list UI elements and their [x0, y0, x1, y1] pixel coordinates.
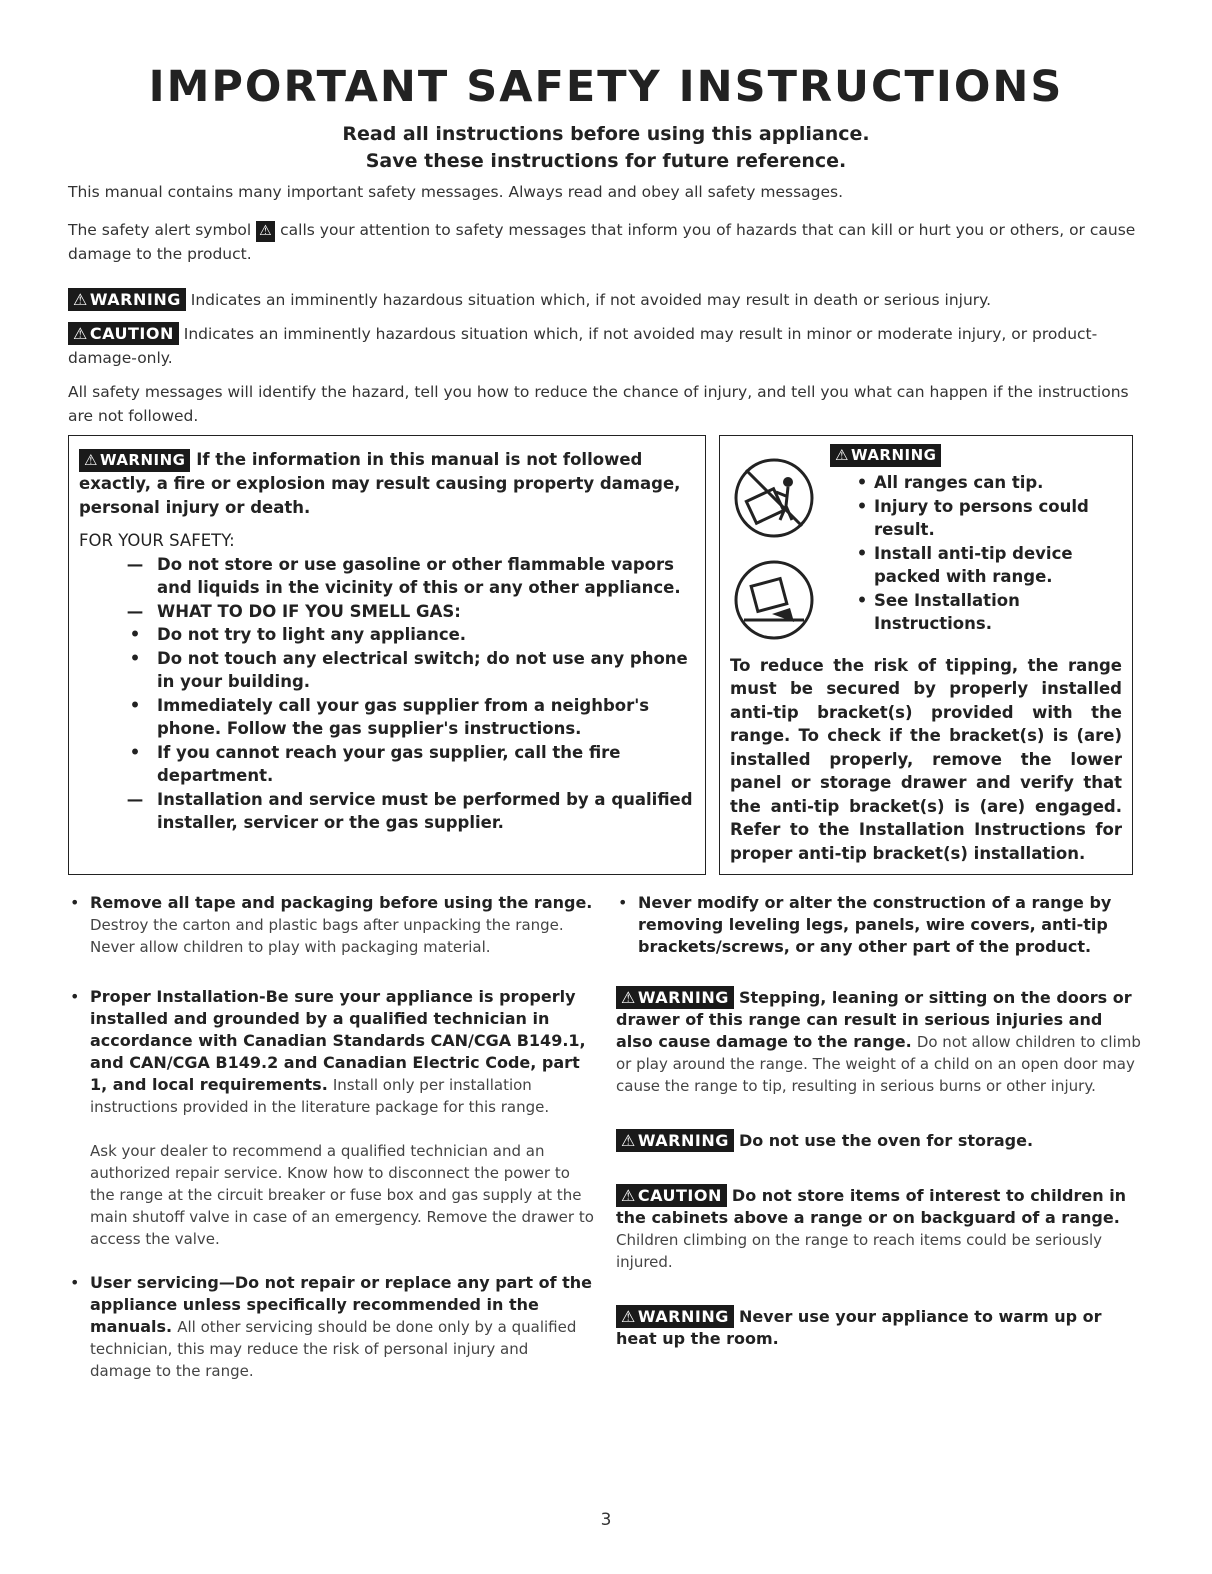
oven-storage-warning: ⚠ WARNING Do not use the oven for storage. — [616, 1129, 1144, 1152]
tip-hazard-icon — [732, 456, 816, 540]
warm-room-warning: ⚠ WARNING Never use your appliance to warm up or heat up the room. — [616, 1307, 1102, 1348]
bullet-icon: • — [856, 496, 868, 516]
subtitle-read: Read all instructions before using this appliance. — [342, 123, 870, 145]
dealer-paragraph: Ask your dealer to recommend a qualified technician and an authorized repair service. Know how to disconnect the power to the range at the circuit breaker or fuse box and gas supply at the main shutoff valve in case of an emergency. Remove the drawer to access the valve. — [90, 1142, 594, 1248]
bullet-icon: — — [126, 554, 144, 574]
bullet-icon: • — [129, 695, 141, 715]
gas-safety-item: • If you cannot reach your gas supplier, call the fire department. — [79, 741, 695, 788]
remove-tape-item: • Remove all tape and packaging before using the range. Destroy the carton and plastic bags after unpacking the range. Never allow children to play with packaging material. — [70, 893, 593, 956]
tip-list — [842, 471, 1122, 636]
tip-list-item: • All ranges can tip. — [842, 471, 1122, 495]
intro-text: This manual contains many important safety messages. Always read and obey all safety messages. — [68, 183, 844, 201]
gas-safety-item: — Installation and service must be performed by a qualified installer, servicer or the gas supplier. — [79, 788, 695, 835]
gas-safety-item: • Do not try to light any appliance. — [79, 623, 695, 647]
gas-safety-item: — WHAT TO DO IF YOU SMELL GAS: — [79, 600, 695, 624]
bullet-icon: — — [126, 601, 144, 621]
alert-pre: The safety alert symbol — [68, 221, 252, 239]
warning-triangle-icon: ⚠ — [73, 290, 88, 309]
warning-badge: ⚠ WARNING — [79, 449, 190, 472]
warning-triangle-icon: ⚠ — [84, 451, 98, 469]
gas-safety-item: • Immediately call your gas supplier from a neighbor's phone. Follow the gas supplier's instructions. — [79, 694, 695, 741]
warning-definition — [68, 288, 1158, 312]
warning-badge: ⚠ WARNING — [68, 288, 186, 311]
alert-symbol-paragraph — [68, 218, 1148, 266]
for-your-safety-heading: FOR YOUR SAFETY: — [79, 531, 235, 550]
right-column — [616, 892, 1144, 1350]
warning-badge: ⚠ WARNING — [616, 1305, 734, 1328]
subtitle-save: Save these instructions for future reference. — [365, 150, 847, 172]
bullet-icon: — — [126, 789, 144, 809]
bullet-icon: • — [618, 893, 628, 912]
caution-triangle-icon: ⚠ — [73, 324, 88, 343]
gas-safety-item: • Do not touch any electrical switch; do not use any phone in your building. — [79, 647, 695, 694]
page-title: IMPORTANT SAFETY INSTRUCTIONS — [148, 62, 1064, 112]
warning-badge: ⚠ WARNING — [616, 986, 734, 1009]
gas-warning-lead: ⚠ WARNING If the information in this manual is not followed exactly, a fire or explosion may result causing property damage, personal injury or death. — [79, 450, 681, 517]
alert-symbol-icon: ⚠ — [256, 221, 275, 242]
left-column — [68, 892, 594, 1382]
bullet-icon: • — [856, 590, 868, 610]
tip-body-text: To reduce the risk of tipping, the range must be secured by properly installed anti-tip bracket(s) provided with the range. To check if the bracket(s) is (are) installed properly, remove the lower panel or storage drawer and verify that the anti-tip bracket(s) is (are) engaged. Refer to the Installation Instructions for proper anti-tip bracket(s) installation. — [730, 655, 1122, 863]
caution-badge: ⚠ CAUTION — [616, 1184, 727, 1207]
bullet-icon: • — [129, 742, 141, 762]
caution-badge: ⚠ CAUTION — [68, 322, 179, 345]
warning-badge: ⚠ WARNING — [830, 444, 941, 467]
alert-post: calls your attention to safety messages that inform you of hazards that can kill or hurt you or others, or cause damage to the product. — [68, 221, 1136, 263]
warning-badge: ⚠ WARNING — [616, 1129, 734, 1152]
bullet-icon: • — [70, 987, 80, 1006]
caution-definition — [68, 322, 1158, 370]
gas-safety-item: — Do not store or use gasoline or other flammable vapors and liquids in the vicinity of this or any other appliance. — [79, 553, 695, 600]
bullet-icon: • — [70, 893, 80, 912]
warning-triangle-icon: ⚠ — [621, 1307, 636, 1326]
caution-triangle-icon: ⚠ — [621, 1186, 636, 1205]
tip-list-item: • See Installation Instructions. — [842, 589, 1122, 636]
gas-safety-list — [79, 553, 695, 835]
never-modify-item: • Never modify or alter the construction of a range by removing leveling legs, panels, wire covers, anti-tip brackets/screws, or any other part of the product. — [618, 893, 1112, 956]
bullet-icon: • — [856, 543, 868, 563]
bullet-icon: • — [129, 648, 141, 668]
tip-list-item: • Injury to persons could result. — [842, 495, 1122, 542]
bullet-icon: • — [70, 1273, 80, 1292]
anti-tip-bracket-icon — [732, 558, 816, 642]
warning-triangle-icon: ⚠ — [835, 446, 849, 464]
gas-warning-box — [68, 435, 706, 875]
bullet-icon: • — [856, 473, 868, 492]
tip-warning-box — [719, 435, 1133, 875]
user-servicing-item: • User servicing—Do not repair or replace any part of the appliance unless specifically recommended in the manuals. All other servicing should be done only by a qualified technician, this may reduce the risk of personal injury and damage to the range. — [70, 1273, 592, 1380]
page-number: 3 — [600, 1510, 612, 1530]
all-messages-text: All safety messages will identify the hazard, tell you how to reduce the chance of injury, and tell you what can happen if the instructions are not followed. — [68, 383, 1129, 425]
stepping-warning: ⚠ WARNING Stepping, leaning or sitting on the doors or drawer of this range can result in serious injuries and also cause damage to the range. Do not allow children to climb or play around the range. The weight of a child on an open door may cause the range to tip, resulting in serious burns or other injury. — [616, 988, 1141, 1095]
warning-def-text: Indicates an imminently hazardous situation which, if not avoided may result in death or serious injury. — [190, 291, 992, 309]
warning-triangle-icon: ⚠ — [621, 1131, 636, 1150]
caution-def-text: Indicates an imminently hazardous situation which, if not avoided may result in minor or moderate injury, or product-damage-only. — [68, 325, 1098, 367]
tip-list-item: • Install anti-tip device packed with range. — [842, 542, 1122, 589]
bullet-icon: • — [129, 625, 141, 644]
tip-warning-header — [830, 444, 1122, 467]
warning-triangle-icon: ⚠ — [621, 988, 636, 1007]
children-items-caution: ⚠ CAUTION Do not store items of interest to children in the cabinets above a range or on backguard of a range. Children climbing on the range to reach items could be seriously injured. — [616, 1186, 1127, 1271]
proper-installation-item: • Proper Installation-Be sure your appliance is properly installed and grounded by a qualified technician in accordance with Canadian Standards CAN/CGA B149.1, and CAN/CGA B149.2 and Canadian Electric Code, part 1, and local requirements. Install only per installation instructions provided in the literature package for this range. — [70, 987, 586, 1116]
